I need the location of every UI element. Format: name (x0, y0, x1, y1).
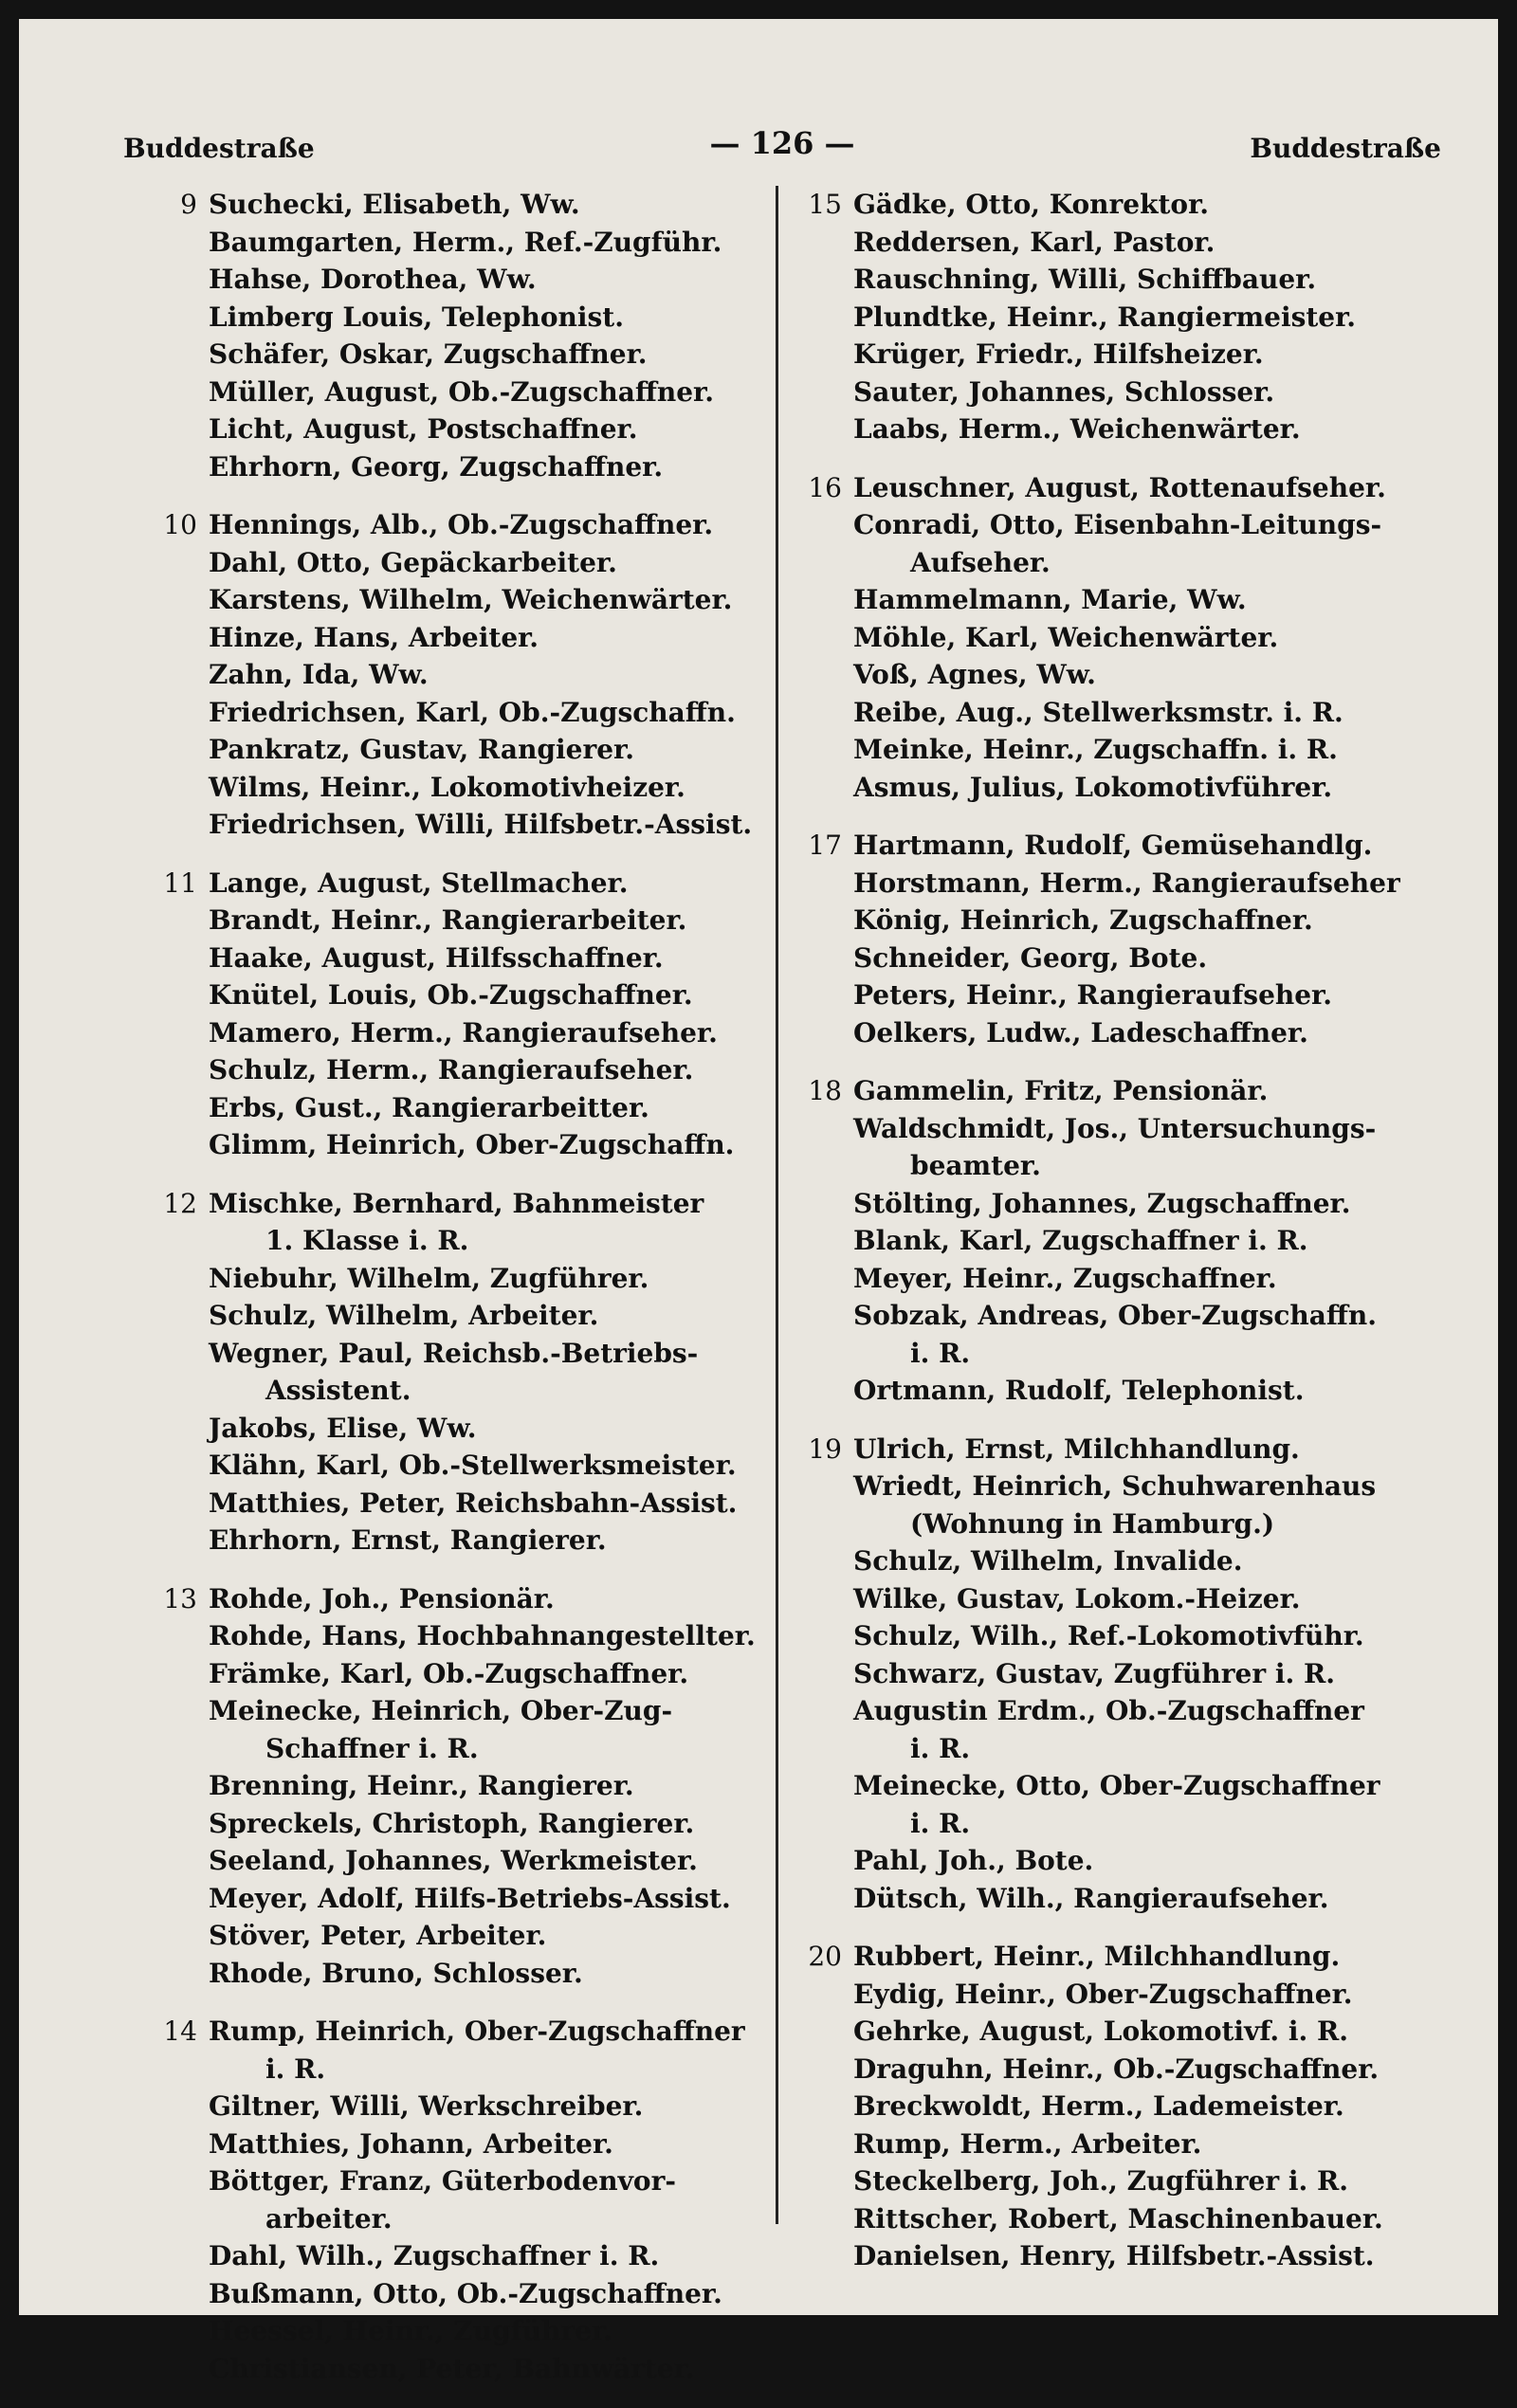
resident-entry: Spreckels, Christoph, Rangierer. (209, 1807, 695, 1839)
resident-entry-continuation: beamter. (910, 1150, 1041, 1181)
resident-entry: Bußmann, Otto, Ob.-Zugschaffner. (209, 2277, 722, 2309)
resident-entry-continuation: Schaffner i. R. (265, 1732, 479, 1764)
resident-entry: Stöver, Peter, Arbeiter. (209, 1920, 547, 1951)
resident-entry: Meinecke, Heinrich, Ober-Zug- (209, 1695, 673, 1726)
resident-entry: Baumgarten, Herm., Ref.-Zugführ. (209, 226, 722, 258)
resident-entry: Böttger, Franz, Güterbodenvor- (209, 2165, 676, 2197)
house-number-group (796, 1938, 1479, 2275)
resident-entry: Asmus, Julius, Lokomotivführer. (853, 771, 1333, 803)
resident-entry: Hartmann, Rudolf, Gemüsehandlg. (853, 830, 1373, 861)
resident-entry: Ehrhorn, Ernst, Rangierer. (209, 1524, 607, 1556)
resident-entry: Schulz, Herm., Rangieraufseher. (209, 1054, 694, 1085)
resident-entry: Rohde, Hans, Hochbahnangestellter. (209, 1620, 756, 1651)
house-number: 13 (163, 1582, 197, 1614)
resident-entry: Draguhn, Heinr., Ob.-Zugschaffner. (853, 2052, 1380, 2085)
house-number: 9 (180, 189, 197, 220)
house-number: 12 (163, 1187, 197, 1219)
resident-entry: Zahn, Ida, Ww. (209, 659, 429, 690)
resident-entry: Licht, August, Postschaffner. (209, 413, 638, 445)
house-number-group (796, 827, 1479, 1051)
page-header (123, 125, 1441, 173)
house-number-group (796, 1431, 1479, 1918)
right-column (796, 186, 1479, 2296)
resident-entry: Oelkers, Ludw., Ladeschaffner. (853, 1016, 1308, 1049)
resident-entry: Meinecke, Otto, Ober-Zugschaffner (853, 1770, 1380, 1801)
resident-entry: Plundtke, Heinr., Rangiermeister. (853, 301, 1357, 333)
resident-entry: Müller, August, Ob.-Zugschaffner. (209, 375, 714, 408)
resident-entry: Pankratz, Gustav, Rangierer. (209, 734, 634, 765)
resident-entry: Schäfer, Oskar, Zugschaffner. (209, 338, 648, 370)
house-number: 18 (808, 1075, 842, 1106)
resident-entry: Augustin Erdm., Ob.-Zugschaffner (853, 1695, 1364, 1726)
resident-entry: Lange, August, Stellmacher. (209, 867, 629, 899)
resident-entry: Stölting, Johannes, Zugschaffner. (853, 1187, 1351, 1219)
resident-entry: Meyer, Adolf, Hilfs-Betriebs-Assist. (209, 1882, 731, 1914)
resident-entry-continuation: Aufseher. (910, 546, 1051, 578)
resident-entry: Wegner, Paul, Reichsb.-Betriebs- (209, 1337, 699, 1369)
resident-entry: Friedrichsen, Karl, Ob.-Zugschaffn. (209, 696, 736, 728)
resident-entry: Wilms, Heinr., Lokomotivheizer. (209, 771, 685, 803)
resident-entry-continuation: i. R. (910, 1807, 971, 1839)
resident-entry: Giltner, Willi, Werkschreiber. (209, 2090, 644, 2122)
resident-entry: Sauter, Johannes, Schlosser. (853, 375, 1275, 408)
house-number-group (152, 1185, 768, 1560)
resident-entry: Meinke, Heinr., Zugschaffn. i. R. (853, 734, 1338, 765)
running-head-right: Buddestraße (1250, 133, 1441, 164)
resident-entry: Erbs, Gust., Rangierarbeitter. (209, 1091, 649, 1123)
resident-entry: Waldschmidt, Jos., Untersuchungs- (853, 1112, 1377, 1144)
resident-entry: Niebuhr, Wilhelm, Zugführer. (209, 1262, 649, 1294)
house-number: 19 (808, 1432, 842, 1465)
resident-entry: Klähn, Karl, Ob.-Stellwerksmeister. (209, 1450, 737, 1481)
resident-entry: Rump, Heinrich, Ober-Zugschaffner (209, 2016, 745, 2047)
resident-entry: Limberg Louis, Telephonist. (209, 301, 624, 333)
resident-entry: Wriedt, Heinrich, Schuhwarenhaus (853, 1470, 1377, 1502)
resident-entry: Sobzak, Andreas, Ober-Zugschaffn. (853, 1300, 1377, 1331)
resident-entry: Ortmann, Rudolf, Telephonist. (853, 1375, 1305, 1406)
column-divider (776, 186, 778, 2224)
resident-entry: Brandt, Heinr., Rangierarbeiter. (209, 904, 687, 936)
directory-page (19, 19, 1498, 2384)
resident-entry-continuation: i. R. (265, 2052, 326, 2085)
resident-entry: Danielsen, Henry, Hilfsbetr.-Assist. (853, 2240, 1375, 2271)
resident-entry: Främke, Karl, Ob.-Zugschaffner. (209, 1657, 689, 1689)
resident-entry: Suchecki, Elisabeth, Ww. (209, 189, 580, 220)
house-number: 17 (808, 830, 842, 861)
resident-entry: Rubbert, Heinr., Milchhandlung. (853, 1941, 1341, 1972)
house-number: 14 (163, 2016, 197, 2047)
resident-entry: Ehrhorn, Georg, Zugschaffner. (209, 450, 664, 483)
resident-entry-continuation: 1. Klasse i. R. (265, 1225, 469, 1256)
resident-entry: König, Heinrich, Zugschaffner. (853, 904, 1313, 936)
resident-entry: Dütsch, Wilh., Rangieraufseher. (853, 1882, 1329, 1914)
resident-entry: Conradi, Otto, Eisenbahn-Leitungs- (853, 509, 1382, 540)
resident-entry: Rittscher, Robert, Maschinenbauer. (853, 2202, 1383, 2235)
resident-entry: Rump, Herm., Arbeiter. (853, 2127, 1202, 2160)
house-number-group (152, 506, 768, 844)
resident-entry: Voß, Agnes, Ww. (853, 659, 1096, 690)
resident-entry: Schneider, Georg, Bote. (853, 941, 1208, 974)
resident-entry-continuation: i. R. (910, 1732, 971, 1764)
house-number-group (152, 1580, 768, 1993)
resident-entry: Heessel, Heinr., Zugführer. (209, 2315, 612, 2346)
resident-entry: Haake, August, Hilfsschaffner. (209, 941, 664, 974)
resident-entry: Gehrke, August, Lokomotivf. i. R. (853, 2016, 1349, 2047)
resident-entry: Mamero, Herm., Rangieraufseher. (209, 1016, 718, 1049)
resident-entry: Steckelberg, Joh., Zugführer i. R. (853, 2165, 1348, 2197)
resident-entry: Schulz, Wilhelm, Arbeiter. (209, 1300, 599, 1331)
resident-entry: Hammelmann, Marie, Ww. (853, 584, 1247, 615)
house-number: 11 (163, 867, 197, 899)
house-number-group (152, 186, 768, 485)
resident-entry: Hennings, Alb., Ob.-Zugschaffner. (209, 509, 714, 540)
resident-entry: Schulz, Wilh., Ref.-Lokomotivführ. (853, 1620, 1364, 1651)
resident-entry-continuation: arbeiter. (265, 2202, 393, 2235)
resident-entry: Pahl, Joh., Bote. (853, 1845, 1094, 1876)
resident-entry: Gädke, Otto, Konrektor. (853, 189, 1210, 220)
resident-entry: Seeland, Johannes, Werkmeister. (209, 1845, 698, 1876)
page-number: — 126 — (709, 125, 855, 161)
resident-entry: Hinze, Hans, Arbeiter. (209, 621, 539, 653)
resident-entry-continuation: (Wohnung in Hamburg.) (910, 1507, 1275, 1540)
resident-entry-continuation: i. R. (910, 1337, 971, 1369)
resident-entry: Laabs, Herm., Weichenwärter. (853, 413, 1301, 445)
resident-entry: Friedrichsen, Willi, Hilfsbetr.-Assist. (209, 809, 753, 840)
house-number: 20 (808, 1941, 842, 1972)
resident-entry: Dahl, Wilh., Zugschaffner i. R. (209, 2240, 660, 2271)
resident-entry: Schwarz, Gustav, Zugführer i. R. (853, 1657, 1335, 1689)
resident-entry: Reddersen, Karl, Pastor. (853, 226, 1215, 258)
house-number-group (152, 2013, 768, 2387)
resident-entry: Glimm, Heinrich, Ober-Zugschaffn. (209, 1129, 735, 1160)
resident-entry: Leuschner, August, Rottenaufseher. (853, 471, 1386, 503)
resident-entry: Gammelin, Fritz, Pensionär. (853, 1075, 1269, 1106)
resident-entry: Möhle, Karl, Weichenwärter. (853, 621, 1279, 653)
resident-entry: Matthies, Johann, Arbeiter. (209, 2127, 613, 2160)
resident-entry: Dahl, Otto, Gepäckarbeiter. (209, 546, 617, 578)
resident-entry: Mischke, Bernhard, Bahnmeister (209, 1187, 704, 1219)
resident-entry: Reibe, Aug., Stellwerksmstr. i. R. (853, 696, 1343, 728)
resident-entry: Horstmann, Herm., Rangieraufseher (853, 867, 1400, 899)
resident-entry: Schulz, Wilhelm, Invalide. (853, 1545, 1243, 1577)
house-number: 16 (808, 471, 842, 503)
house-number-group (796, 186, 1479, 448)
resident-entry: Krüger, Friedr., Hilfsheizer. (853, 338, 1264, 370)
left-column (152, 186, 768, 2408)
resident-entry: Eydig, Heinr., Ober-Zugschaffner. (853, 1978, 1353, 2010)
house-number: 10 (163, 509, 197, 540)
resident-entry: Peters, Heinr., Rangieraufseher. (853, 979, 1332, 1011)
resident-entry: Blank, Karl, Zugschaffner i. R. (853, 1225, 1308, 1256)
house-number: 15 (808, 189, 842, 220)
resident-entry: Knütel, Louis, Ob.-Zugschaffner. (209, 979, 693, 1011)
resident-entry-continuation: Assistent. (265, 1375, 411, 1406)
house-number-group (796, 1072, 1479, 1410)
resident-entry: Rauschning, Willi, Schiffbauer. (853, 264, 1317, 295)
resident-entry: Meyer, Heinr., Zugschaffner. (853, 1262, 1277, 1294)
house-number-group (796, 469, 1479, 807)
resident-entry: Wilke, Gustav, Lokom.-Heizer. (853, 1582, 1301, 1614)
resident-entry: Brenning, Heinr., Rangierer. (209, 1770, 634, 1801)
resident-entry: Breckwoldt, Herm., Lademeister. (853, 2090, 1344, 2122)
resident-entry: Rohde, Joh., Pensionär. (209, 1582, 555, 1614)
house-number-group (152, 865, 768, 1164)
resident-entry: Christiansen, Peter, Bahnwärter. (209, 2352, 695, 2384)
resident-entry: Ulrich, Ernst, Milchhandlung. (853, 1432, 1300, 1465)
resident-entry: Rhode, Bruno, Schlosser. (209, 1957, 583, 1989)
resident-entry: Matthies, Peter, Reichsbahn-Assist. (209, 1487, 738, 1519)
resident-entry: Jakobs, Elise, Ww. (209, 1412, 477, 1444)
running-head-left: Buddestraße (123, 133, 315, 164)
resident-entry: Karstens, Wilhelm, Weichenwärter. (209, 584, 733, 615)
resident-entry: Hahse, Dorothea, Ww. (209, 264, 537, 295)
